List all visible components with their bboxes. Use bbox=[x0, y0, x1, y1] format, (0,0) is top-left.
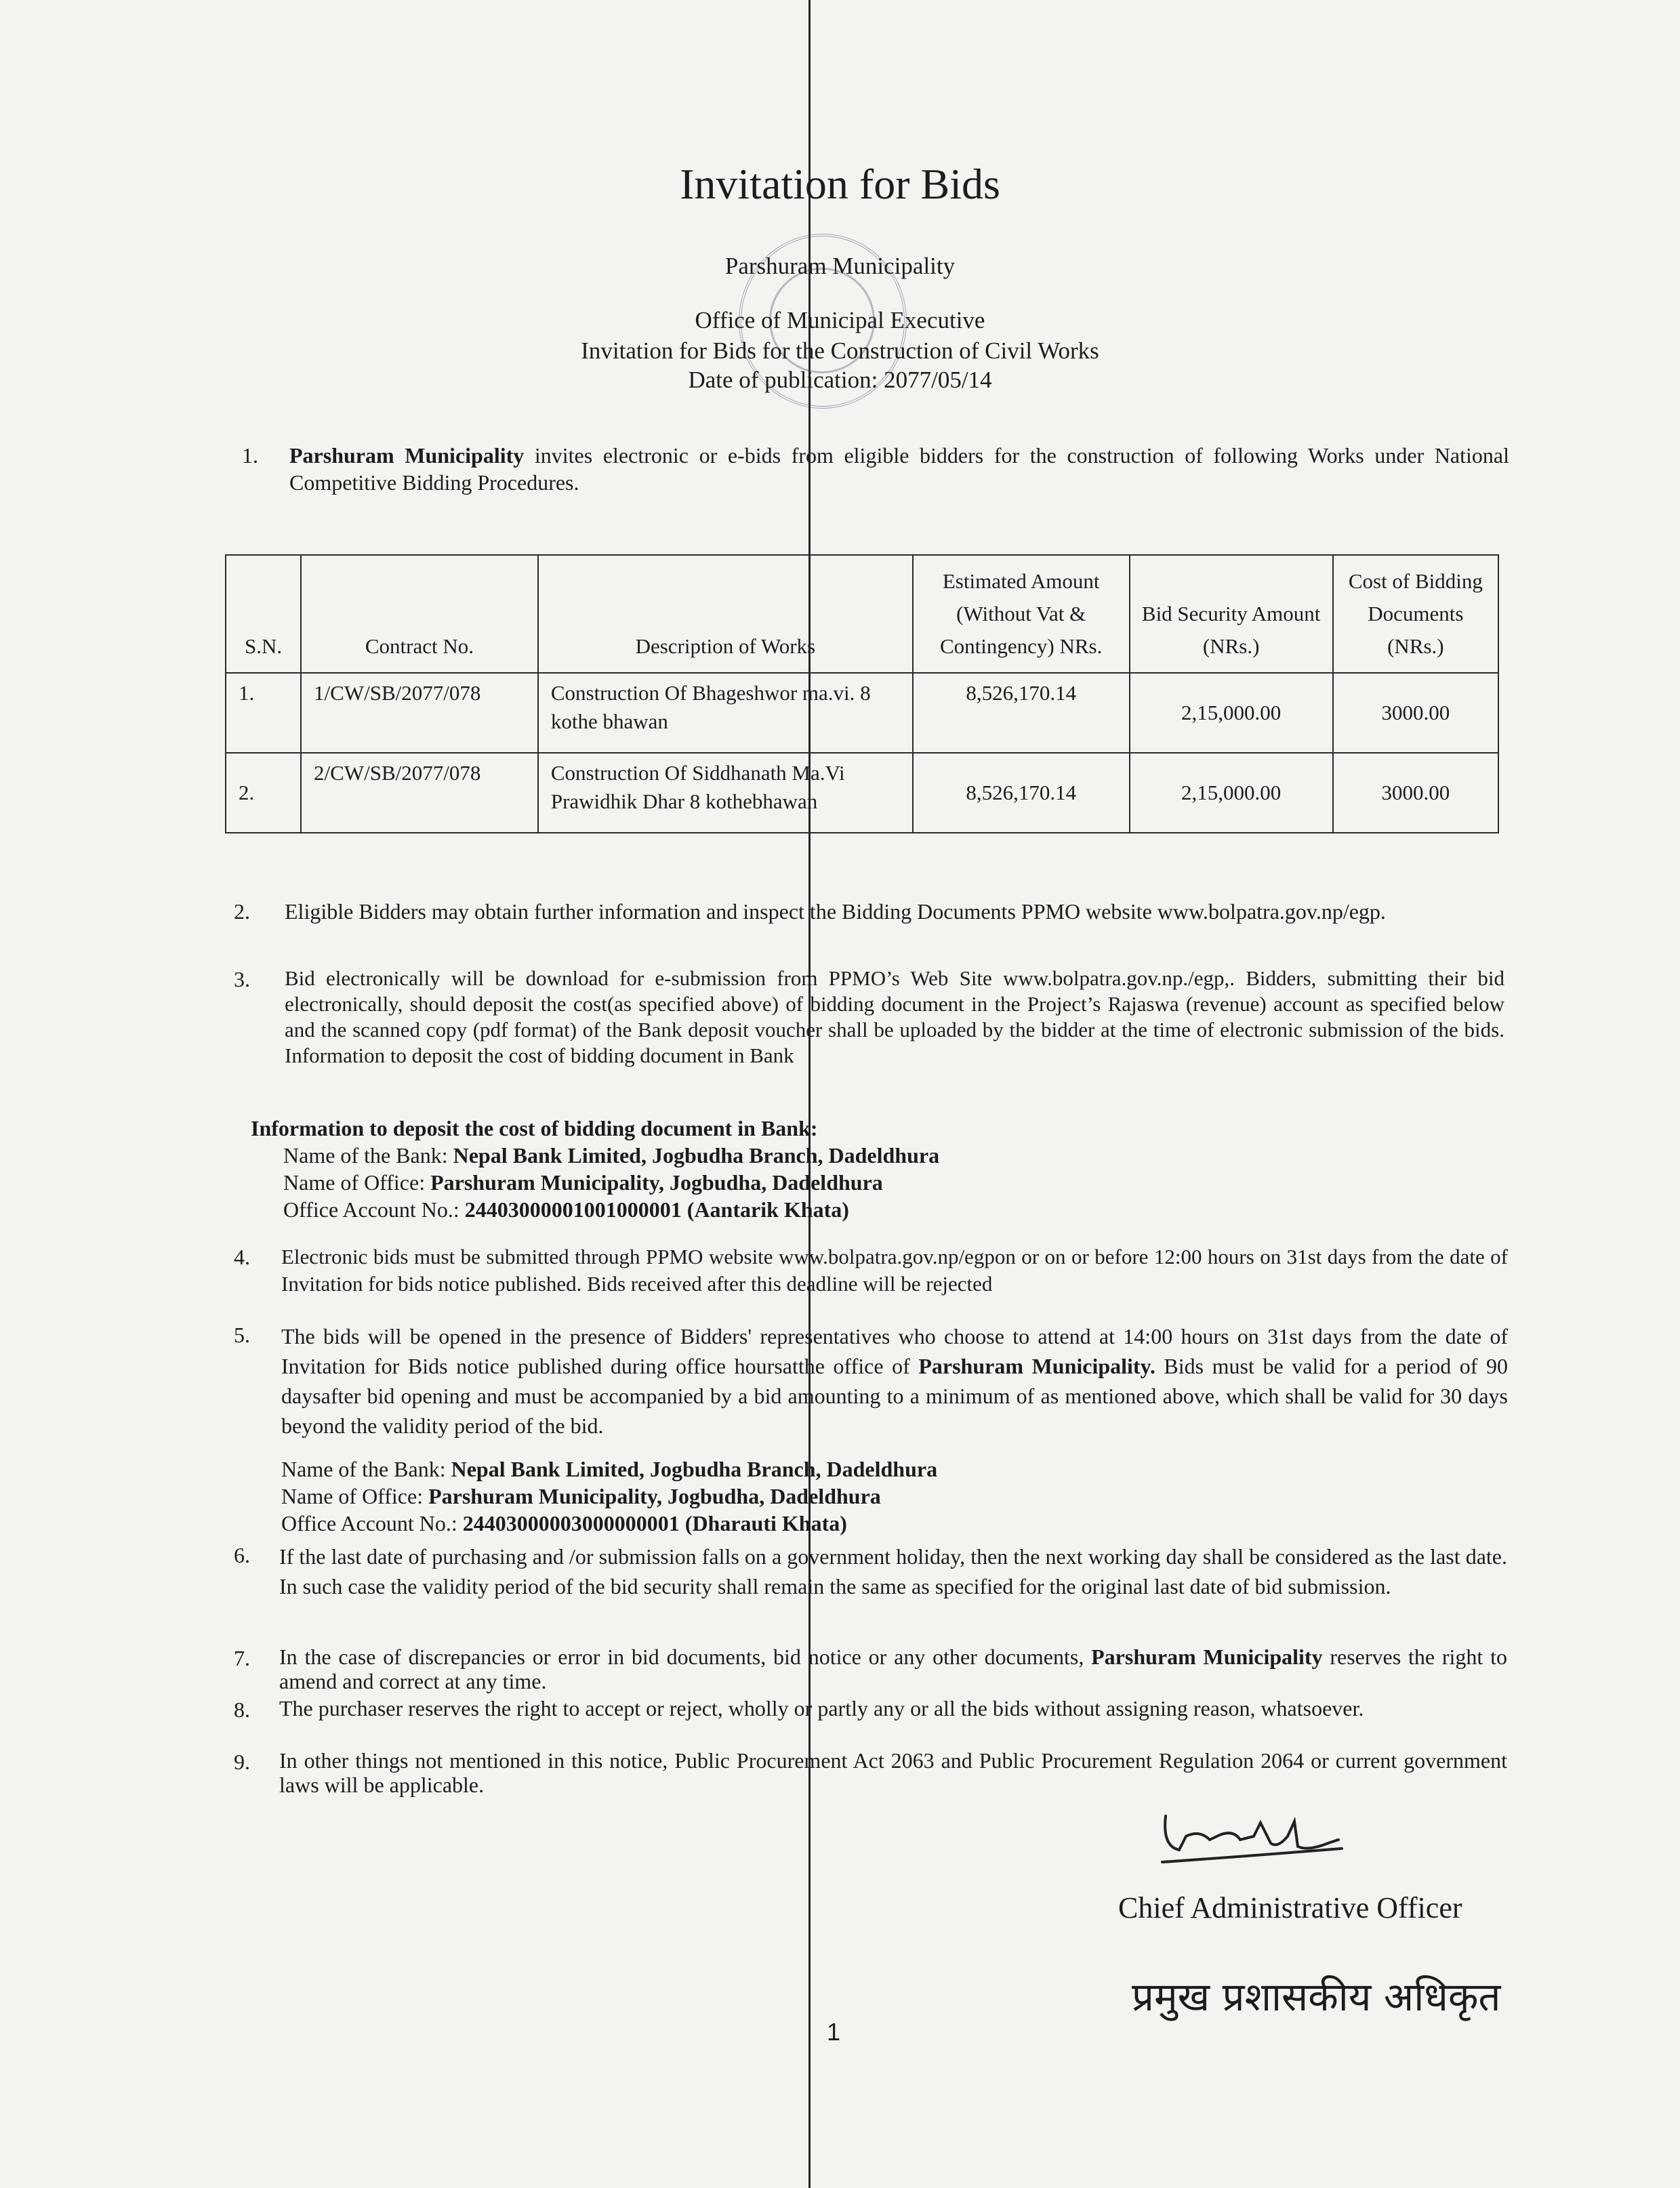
account-label: Office Account No.: bbox=[281, 1511, 463, 1535]
para-5-text-a: The bids will be opened in the presence of Bidders' representatives who choose to attend at 14:00 hours on 31st days from the date of Invitation for Bids notice published during office hoursatthe office of bbox=[281, 1324, 1508, 1378]
cell-security: 2,15,000.00 bbox=[1130, 673, 1333, 753]
office-name-value: Parshuram Municipality, Jogbudha, Dadeldhura bbox=[430, 1170, 883, 1195]
header-date: Date of publication: 2077/05/14 bbox=[688, 367, 992, 393]
bank-name-label: Name of the Bank: bbox=[281, 1457, 451, 1481]
para-1-number: 1. bbox=[242, 443, 258, 468]
cell-estimated: 8,526,170.14 bbox=[913, 753, 1130, 833]
header-org: Parshuram Municipality bbox=[724, 253, 956, 279]
para-9: In other things not mentioned in this notice, Public Procurement Act 2063 and Public Procurement Regulation 2064 or current government laws will be applicable. bbox=[279, 1748, 1507, 1797]
signatory-title-nepali: प्रमुख प्रशासकीय अधिकृत bbox=[1132, 1974, 1501, 2020]
cell-contract: 1/CW/SB/2077/078 bbox=[301, 673, 538, 753]
para-1 bbox=[289, 442, 1509, 496]
header-subject: Invitation for Bids for the Construction of Civil Works bbox=[581, 337, 1099, 364]
cell-cost: 3000.00 bbox=[1333, 753, 1498, 833]
para-3-number: 3. bbox=[234, 967, 250, 991]
table-header-row bbox=[226, 555, 1498, 673]
account-value: 24403000001001000001 (Aantarik Khata) bbox=[464, 1197, 849, 1222]
col-estimated-amount: Estimated Amount (Without Vat & Contingency) NRs. bbox=[913, 555, 1130, 673]
cell-contract: 2/CW/SB/2077/078 bbox=[301, 753, 538, 833]
col-bid-security: Bid Security Amount (NRs.) bbox=[1130, 555, 1333, 673]
para-8-number: 8. bbox=[234, 1697, 250, 1722]
table-row bbox=[226, 753, 1498, 833]
page-number: 1 bbox=[827, 2018, 841, 2046]
cell-description: Construction Of Siddhanath Ma.Vi Prawidhik Dhar 8 kothebhawan bbox=[538, 753, 913, 833]
para-4: Electronic bids must be submitted through PPMO website www.bolpatra.gov.np/egpon or on or before 12:00 hours on 31st days from the date of Invitation for bids notice published. Bids received after this deadline will be rejected bbox=[281, 1245, 1508, 1296]
para-4-number: 4. bbox=[234, 1245, 250, 1269]
account-label: Office Account No.: bbox=[283, 1197, 465, 1222]
cell-description: Construction Of Bhageshwor ma.vi. 8 kothe bhawan bbox=[538, 673, 913, 753]
office-name-label: Name of Office: bbox=[281, 1484, 429, 1508]
bank-name-line bbox=[251, 1142, 939, 1169]
col-description: Description of Works bbox=[538, 555, 913, 673]
account-line bbox=[281, 1510, 937, 1537]
para-2-number: 2. bbox=[234, 899, 250, 924]
bank-name-line bbox=[281, 1456, 937, 1483]
bank-name-value: Nepal Bank Limited, Jogbudha Branch, Dadeldhura bbox=[451, 1457, 938, 1481]
para-9-number: 9. bbox=[234, 1750, 250, 1774]
office-name-label: Name of Office: bbox=[283, 1170, 431, 1195]
para-1-text: invites electronic or e-bids from eligible bidders for the construction of following Works under National Competitive Bidding Procedures. bbox=[289, 443, 1510, 495]
handwritten-signature bbox=[1159, 1809, 1349, 1874]
office-name-line bbox=[281, 1483, 937, 1510]
para-1-org: Parshuram Municipality bbox=[289, 443, 525, 468]
para-8: The purchaser reserves the right to accept or reject, wholly or partly any or all the bids without assigning reason, whatsoever. bbox=[279, 1696, 1364, 1720]
signatory-title: Chief Administrative Officer bbox=[1118, 1891, 1462, 1924]
para-7-number: 7. bbox=[234, 1646, 250, 1670]
works-table bbox=[225, 554, 1499, 833]
cell-security: 2,15,000.00 bbox=[1130, 753, 1333, 833]
office-name-value: Parshuram Municipality, Jogbudha, Dadeldhura bbox=[428, 1484, 881, 1508]
bank-info-2 bbox=[281, 1456, 937, 1537]
bank-name-value: Nepal Bank Limited, Jogbudha Branch, Dadeldhura bbox=[453, 1143, 940, 1168]
col-contract: Contract No. bbox=[301, 555, 538, 673]
para-7 bbox=[279, 1645, 1507, 1693]
cell-sn: 1. bbox=[226, 673, 301, 753]
para-3: Bid electronically will be download for e-submission from PPMO’s Web Site www.bolpatra.gov.np./egp,. Bidders, submitting their bid electronically, should deposit the cost(as specified above) of bidding document in the Project’s Rajaswa (revenue) account as specified below and the scanned copy (pdf format) of the Bank deposit voucher shall be uploaded by the bidder at the time of electronic submission of the bids. Information to deposit the cost of bidding document in Bank bbox=[285, 966, 1504, 1067]
bank-name-label: Name of the Bank: bbox=[283, 1143, 453, 1168]
cell-sn: 2. bbox=[226, 753, 301, 833]
col-sn: S.N. bbox=[226, 555, 301, 673]
para-5 bbox=[281, 1321, 1508, 1441]
para-6: If the last date of purchasing and /or submission falls on a government holiday, then the next working day shall be considered as the last date. In such case the validity period of the bid security shall remain the same as specified for the original last date of bid submission. bbox=[279, 1544, 1507, 1598]
account-line bbox=[251, 1196, 939, 1223]
para-6-number: 6. bbox=[234, 1543, 250, 1567]
table-row bbox=[226, 673, 1498, 753]
bank-info-1 bbox=[251, 1115, 939, 1223]
para-2: Eligible Bidders may obtain further information and inspect the Bidding Documents PPMO website www.bolpatra.gov.np/egp. bbox=[285, 899, 1386, 924]
para-7-text-a: In the case of discrepancies or error in bid documents, bid notice or any other documents, bbox=[279, 1645, 1092, 1669]
account-value: 24403000003000000001 (Dharauti Khata) bbox=[462, 1511, 847, 1535]
cell-estimated: 8,526,170.14 bbox=[913, 673, 1130, 753]
para-7-text-b: reserves the right to amend and correct at any time. bbox=[279, 1645, 1508, 1693]
header-office: Office of Municipal Executive bbox=[695, 307, 985, 333]
para-7-org: Parshuram Municipality bbox=[1091, 1645, 1323, 1669]
bank-info-heading: Information to deposit the cost of bidding document in Bank: bbox=[251, 1116, 818, 1140]
cell-cost: 3000.00 bbox=[1333, 673, 1498, 753]
col-cost-of-documents: Cost of Bidding Documents (NRs.) bbox=[1333, 555, 1498, 673]
office-name-line bbox=[251, 1169, 939, 1196]
para-5-org: Parshuram Municipality. bbox=[918, 1354, 1155, 1378]
document-title: Invitation for Bids bbox=[680, 160, 1000, 208]
para-5-text-b: Bids must be valid for a period of 90 daysafter bid opening and must be accompanied by a bid amounting to a minimum of as mentioned above, which shall be valid for 30 days beyond the validity period of the bid. bbox=[281, 1354, 1509, 1438]
para-5-number: 5. bbox=[234, 1323, 250, 1347]
